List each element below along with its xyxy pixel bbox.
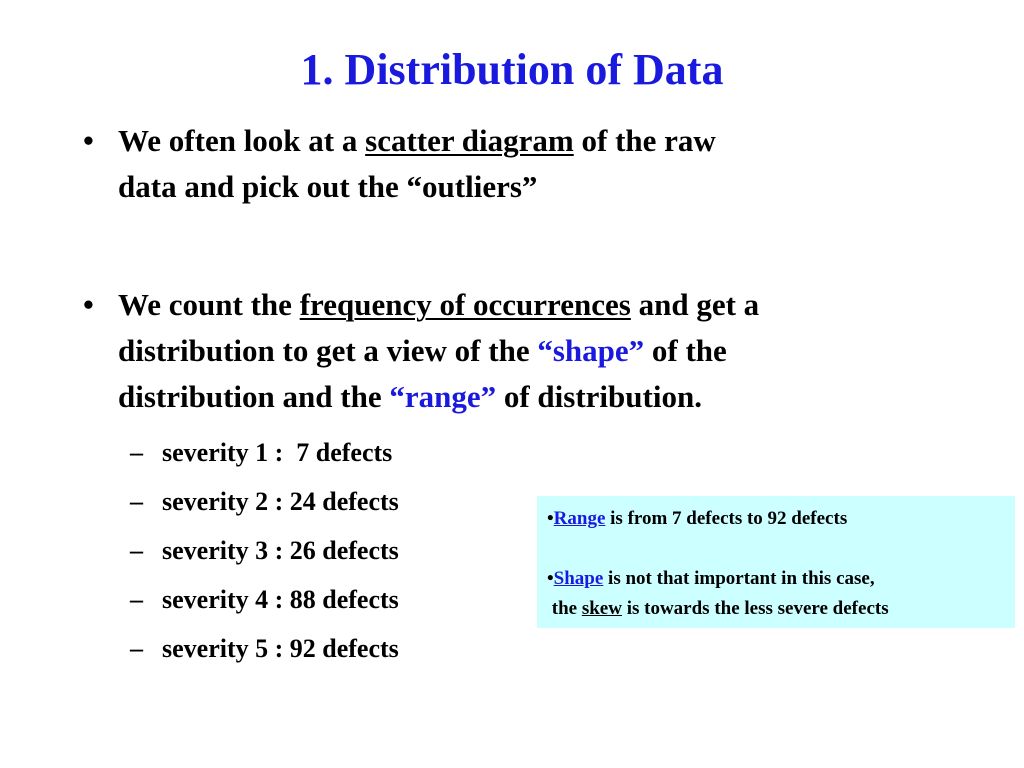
severity-item bbox=[130, 534, 399, 568]
underlined-term: scatter diagram bbox=[365, 123, 574, 158]
callout-shape-line bbox=[547, 564, 1015, 594]
bullet-text: and get a bbox=[630, 287, 760, 322]
dash-marker: – bbox=[130, 438, 143, 467]
severity-item bbox=[130, 632, 399, 666]
callout-skew-line bbox=[547, 594, 1015, 624]
callout-text: is not that important in this case, bbox=[603, 568, 875, 589]
callout-text: the bbox=[547, 598, 582, 619]
bullet-marker: • bbox=[83, 287, 94, 322]
callout-text: is towards the less severe defects bbox=[621, 598, 889, 619]
severity-item bbox=[130, 583, 399, 617]
dash-marker: – bbox=[130, 634, 143, 663]
bullet-text: data and pick out the “outliers” bbox=[118, 169, 538, 204]
severity-text: severity 1 : 7 defects bbox=[162, 438, 393, 467]
slide-title: 1. Distribution of Data bbox=[300, 45, 724, 94]
bullet-item-scatter bbox=[118, 118, 968, 210]
callout-range-line bbox=[547, 504, 1015, 534]
summary-callout bbox=[537, 496, 1015, 628]
bullet-text: of the bbox=[644, 333, 727, 368]
callout-text: is from 7 defects to 92 defects bbox=[605, 508, 848, 529]
underlined-term: frequency of occurrences bbox=[299, 287, 631, 322]
shape-term: “shape” bbox=[537, 333, 645, 368]
severity-text: severity 4 : 88 defects bbox=[162, 585, 399, 614]
dash-marker: – bbox=[130, 487, 143, 516]
bullet-marker: • bbox=[83, 123, 94, 158]
callout-bullet: • bbox=[547, 568, 554, 589]
range-term: “range” bbox=[389, 379, 497, 414]
dash-marker: – bbox=[130, 536, 143, 565]
skew-term: skew bbox=[581, 598, 622, 619]
bullet-text: We often look at a bbox=[118, 123, 366, 158]
shape-link[interactable]: Shape bbox=[553, 568, 604, 589]
bullet-text: distribution and the bbox=[118, 379, 390, 414]
bullet-text: of distribution. bbox=[496, 379, 702, 414]
callout-spacer bbox=[547, 534, 1015, 564]
dash-marker: – bbox=[130, 585, 143, 614]
severity-text: severity 3 : 26 defects bbox=[162, 536, 399, 565]
severity-text: severity 5 : 92 defects bbox=[162, 634, 399, 663]
bullet-text: We count the bbox=[118, 287, 300, 322]
bullet-item-frequency bbox=[118, 282, 968, 420]
range-link[interactable]: Range bbox=[553, 508, 606, 529]
severity-item bbox=[130, 485, 399, 519]
severity-text: severity 2 : 24 defects bbox=[162, 487, 399, 516]
bullet-text: of the raw bbox=[573, 123, 716, 158]
severity-item bbox=[130, 436, 392, 470]
bullet-text: distribution to get a view of the bbox=[118, 333, 538, 368]
callout-bullet: • bbox=[547, 508, 554, 529]
